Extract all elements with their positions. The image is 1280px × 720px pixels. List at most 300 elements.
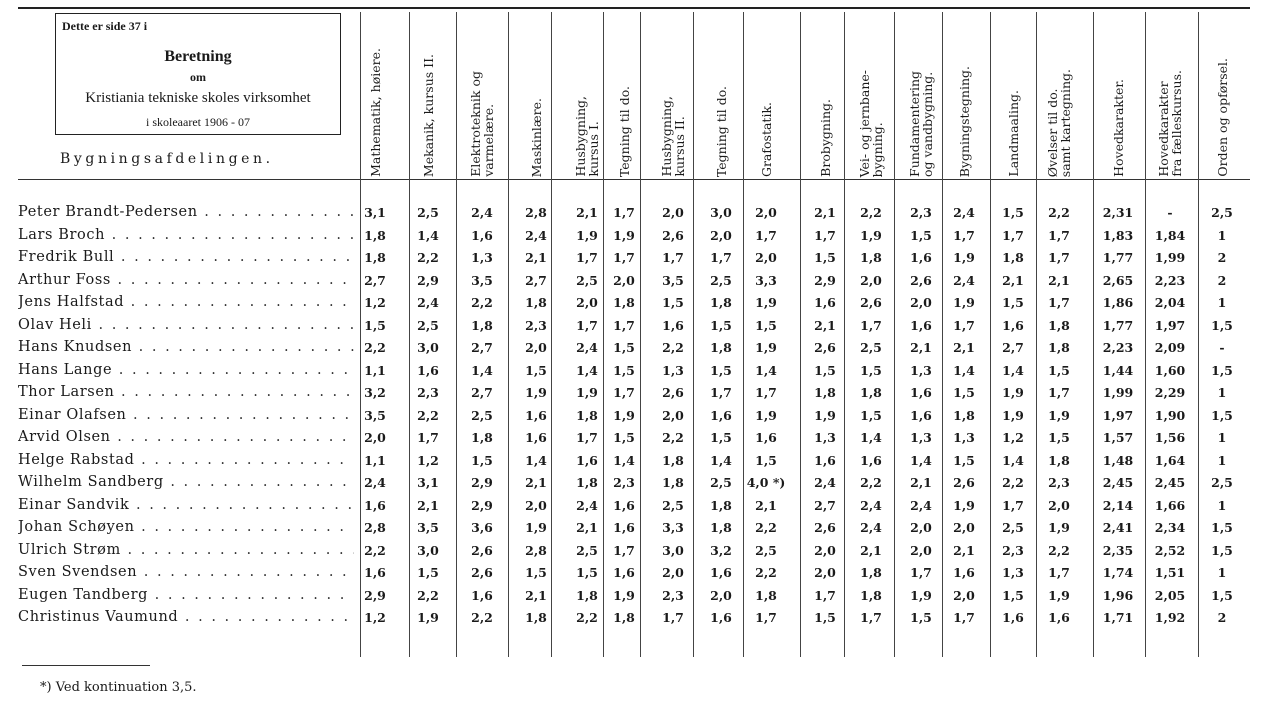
grade-cell: 1,5 [364, 317, 386, 333]
grade-cell: 1,4 [576, 362, 598, 378]
grade-cell: 2,1 [525, 587, 547, 603]
grade-cell: 2,2 [1002, 475, 1024, 490]
grade-cell: 1,6 [910, 385, 932, 400]
grade-cell: 1,6 [710, 407, 732, 423]
institution-name: Kristiania tekniske skoles virksomhet [85, 90, 311, 106]
grade-cell: 2,0 [576, 295, 598, 310]
grade-cell: 2 [1217, 272, 1227, 288]
column-divider [894, 12, 895, 657]
grade-cell: 1,6 [364, 565, 386, 580]
grade-cell: 2,52 [1154, 542, 1186, 558]
grade-cell: 1,5 [1048, 430, 1070, 445]
grade-cell: - [1219, 340, 1225, 355]
grade-cell: 1,5 [525, 362, 547, 378]
grade-cell: 2,0 [910, 542, 932, 558]
grade-cell: 1,5 [662, 295, 684, 310]
student-name: Hans Knudsen . . . [18, 339, 354, 355]
grade-cell: 1,7 [953, 610, 975, 625]
column-header-label: Elektroteknik og varmelære. [468, 71, 496, 177]
grade-cell: 1,9 [1048, 407, 1070, 423]
grade-cell: 2,6 [953, 475, 975, 490]
grade-cell: 2,7 [814, 497, 836, 513]
grade-cell: 2,7 [525, 272, 547, 288]
grade-cell: 2,6 [662, 385, 684, 400]
grade-cell: 1,8 [1048, 317, 1070, 333]
grade-cell: 1,7 [576, 317, 598, 333]
grade-cell: 2,4 [417, 295, 439, 310]
student-name: Sven Svendsen . . . [18, 564, 354, 580]
grade-cell: 1,7 [860, 317, 882, 333]
grade-cell: 2,0 [814, 542, 836, 558]
grade-cell: 1,6 [910, 407, 932, 423]
grade-cell: 2,0 [860, 272, 882, 288]
grade-cell: 2,1 [417, 497, 439, 513]
grade-cell: 2,1 [910, 340, 932, 355]
grade-cell: 2,3 [417, 385, 439, 400]
grade-cell: 3,5 [662, 272, 684, 288]
grade-cell: 2,3 [1048, 475, 1070, 490]
grade-cell: 2,1 [953, 340, 975, 355]
grade-cell: 1,7 [1048, 295, 1070, 310]
grade-cell: 3,1 [364, 205, 386, 220]
column-divider [551, 12, 552, 657]
grade-cell: 2,5 [662, 497, 684, 513]
grade-cell: 2,4 [576, 340, 598, 355]
grade-cell: 1 [1217, 452, 1227, 468]
grade-cell: 1,8 [860, 250, 882, 265]
grade-cell: 1,9 [755, 340, 777, 355]
grade-cell: 2,6 [471, 542, 493, 558]
column-header [899, 12, 943, 177]
grade-cell: 1,3 [814, 430, 836, 445]
grade-cell: 1,6 [953, 565, 975, 580]
grade-cell: 1,9 [1048, 520, 1070, 535]
grade-cell: 1,3 [910, 430, 932, 445]
grade-cell: 1,8 [860, 565, 882, 580]
grade-cell: 1,6 [710, 610, 732, 625]
header-rule [18, 179, 1250, 180]
grade-cell: 2,1 [576, 520, 598, 535]
grade-cell: 2,1 [814, 205, 836, 220]
grade-cell: 1,60 [1154, 362, 1186, 378]
grade-cell: 1,2 [417, 452, 439, 468]
grade-cell: 1,4 [860, 430, 882, 445]
grade-cell: 2,3 [525, 317, 547, 333]
grade-cell: 1,4 [910, 452, 932, 468]
grade-cell: 1,5 [1211, 362, 1233, 378]
grade-cell: 2 [1217, 610, 1227, 625]
grade-cell: 2,1 [814, 317, 836, 333]
grade-cell: 2,0 [755, 205, 777, 220]
column-divider [844, 12, 845, 657]
school-year: i skoleaaret 1906 - 07 [146, 115, 250, 129]
grade-cell: 3,0 [710, 205, 732, 220]
grade-cell: 2,0 [525, 497, 547, 513]
grade-cell: 1,99 [1102, 385, 1134, 400]
grade-cell: 1,48 [1102, 452, 1134, 468]
column-divider [409, 12, 410, 657]
column-divider [1093, 12, 1094, 657]
grade-cell: 1,1 [364, 362, 386, 378]
grade-cell: 1,7 [1048, 565, 1070, 580]
student-name: Fredrik Bull . . . [18, 249, 354, 265]
student-name: Einar Olafsen . . . [18, 407, 354, 423]
grade-cell: 1,6 [1002, 317, 1024, 333]
grade-cell: 1,7 [613, 317, 635, 333]
grade-cell: 1,9 [613, 407, 635, 423]
grade-cell: 2,09 [1154, 340, 1186, 355]
grade-cell: 1,7 [662, 250, 684, 265]
grade-cell: 1,7 [1002, 497, 1024, 513]
grade-cell: 2,9 [471, 497, 493, 513]
grade-cell: 1,5 [953, 385, 975, 400]
column-divider [942, 12, 943, 657]
report-title: Beretning [164, 48, 232, 65]
grade-cell: 1,8 [662, 475, 684, 490]
grade-cell: 2,34 [1154, 520, 1186, 535]
grade-cell: 2,9 [417, 272, 439, 288]
grade-cell: 1,97 [1154, 317, 1186, 333]
grade-cell: 1,8 [710, 497, 732, 513]
grade-cell: 1,3 [662, 362, 684, 378]
grade-cell: 1,7 [662, 610, 684, 625]
grade-cell: 1 [1217, 385, 1227, 400]
grade-cell: 1,3 [910, 362, 932, 378]
grade-cell: 2,7 [471, 385, 493, 400]
grade-cell: 1,7 [417, 430, 439, 445]
grade-cell: 1,8 [576, 407, 598, 423]
grade-cell: 1,8 [613, 295, 635, 310]
column-header-label: Vei- og jernbane- bygning. [857, 69, 885, 177]
grade-cell: 2,4 [953, 272, 975, 288]
grade-cell: 1,5 [953, 452, 975, 468]
column-header [744, 12, 788, 177]
grade-cell: 1,2 [1002, 430, 1024, 445]
column-header-label: Hovedkarakter fra fælleskursus. [1156, 70, 1184, 177]
grade-cell: 2,1 [953, 542, 975, 558]
column-header [1096, 12, 1140, 177]
grade-cell: 2,0 [662, 205, 684, 220]
grade-cell: 2,45 [1154, 475, 1186, 490]
grade-cell: 1,6 [662, 317, 684, 333]
grade-cell: 2,0 [613, 272, 635, 288]
grade-cell: 1,5 [814, 362, 836, 378]
grade-cell: 2,0 [525, 340, 547, 355]
student-name: Lars Broch . . . [18, 227, 354, 243]
grade-cell: 2,3 [662, 587, 684, 603]
column-divider [800, 12, 801, 657]
student-name: Helge Rabstad . . . [18, 452, 354, 468]
grade-cell: 2,5 [471, 407, 493, 423]
grade-cell: 1,77 [1102, 250, 1134, 265]
grade-cell: 1,5 [417, 565, 439, 580]
grade-cell: 2,4 [814, 475, 836, 490]
grade-cell: 2,2 [860, 475, 882, 490]
footnote-rule [22, 665, 150, 666]
grade-cell: 1,5 [814, 250, 836, 265]
grade-cell: 1,8 [525, 610, 547, 625]
grade-cell: 1,4 [1002, 362, 1024, 378]
grade-cell: 1 [1217, 295, 1227, 310]
grade-cell: 2,9 [364, 587, 386, 603]
grade-cell: 2,1 [1002, 272, 1024, 288]
grade-cell: 2,6 [910, 272, 932, 288]
grade-cell: 1,8 [525, 295, 547, 310]
column-header-label: Mekanik, kursus II. [420, 53, 436, 177]
grade-cell: 1,5 [910, 227, 932, 243]
grade-cell: 1,7 [1048, 227, 1070, 243]
column-header [699, 12, 743, 177]
grade-cell: 3,0 [662, 542, 684, 558]
grade-cell: 2,5 [860, 340, 882, 355]
column-divider [360, 12, 361, 657]
column-header-label: Øvelser til do. samt kartegning. [1045, 68, 1073, 177]
grade-cell: 3,0 [417, 542, 439, 558]
grade-cell: 1,9 [576, 227, 598, 243]
grade-cell: 2,4 [910, 497, 932, 513]
grade-cell: 1,71 [1102, 610, 1134, 625]
grade-cell: 1,8 [710, 520, 732, 535]
grade-cell: 1,9 [576, 385, 598, 400]
grade-cell: 2,6 [471, 565, 493, 580]
grade-cell: 4,0 *) [746, 475, 786, 490]
grade-cell: 1,8 [953, 407, 975, 423]
grade-cell: 1,3 [471, 250, 493, 265]
grade-cell: 3,2 [364, 385, 386, 400]
grade-cell: 1,8 [576, 475, 598, 490]
grade-cell: 1,2 [364, 295, 386, 310]
column-divider [1198, 12, 1199, 657]
grade-cell: 1,97 [1102, 407, 1134, 423]
grade-cell: 1,6 [576, 452, 598, 468]
grade-cell: 1,7 [576, 430, 598, 445]
student-name: Arthur Foss . . . [18, 272, 354, 288]
grade-cell: 1,4 [755, 362, 777, 378]
student-name: Einar Sandvik . . . [18, 497, 354, 513]
grade-cell: 1,9 [613, 227, 635, 243]
grade-cell: 1,5 [860, 407, 882, 423]
grade-cell: 1,9 [910, 587, 932, 603]
grade-cell: 1,51 [1154, 565, 1186, 580]
grade-cell: 1,3 [953, 430, 975, 445]
grade-cell: 2,2 [662, 430, 684, 445]
grade-cell: 2,35 [1102, 542, 1134, 558]
grade-cell: 2,0 [910, 295, 932, 310]
grade-cell: 1,3 [1002, 565, 1024, 580]
grade-cell: 2,5 [710, 475, 732, 490]
grade-cell: 2,65 [1102, 272, 1134, 288]
grade-cell: 2,1 [755, 497, 777, 513]
student-name: Johan Schøyen . . . [18, 519, 354, 535]
grade-cell: 1,7 [814, 227, 836, 243]
grade-cell: 1,8 [364, 227, 386, 243]
grade-cell: 2,6 [662, 227, 684, 243]
grade-cell: 2,2 [471, 295, 493, 310]
grade-cell: 1,5 [755, 452, 777, 468]
column-header-label: Maskinlære. [528, 97, 544, 177]
grade-cell: 1,5 [613, 362, 635, 378]
grade-cell: 1,9 [1002, 385, 1024, 400]
grade-cell: 1,8 [576, 587, 598, 603]
grade-cell: 1,4 [525, 452, 547, 468]
column-header [651, 12, 695, 177]
grade-cell: 3,5 [364, 407, 386, 423]
grade-cell: 2,2 [471, 610, 493, 625]
column-divider [1036, 12, 1037, 657]
grade-cell: 1,9 [814, 407, 836, 423]
grade-cell: 1,7 [1048, 385, 1070, 400]
student-name: Arvid Olsen . . . [18, 429, 354, 445]
grade-cell: 1,8 [860, 385, 882, 400]
grade-cell: 1,83 [1102, 227, 1134, 243]
grade-cell: 2,4 [860, 520, 882, 535]
grade-cell: 1,8 [755, 587, 777, 603]
column-header-label: Tegning til do. [616, 85, 632, 177]
grade-cell: 1,6 [755, 430, 777, 445]
column-divider [743, 12, 744, 657]
grade-cell: 2,2 [417, 587, 439, 603]
grade-cell: 1,86 [1102, 295, 1134, 310]
grade-cell: 2,6 [814, 520, 836, 535]
grade-cell: 1,7 [613, 205, 635, 220]
grade-cell: 1,92 [1154, 610, 1186, 625]
grade-cell: 2,2 [1048, 542, 1070, 558]
grade-cell: 1,7 [860, 610, 882, 625]
grade-cell: 3,1 [417, 475, 439, 490]
grade-cell: 2,4 [576, 497, 598, 513]
grade-cell: 1,7 [953, 227, 975, 243]
column-header-label: Orden og opførsel. [1214, 58, 1230, 177]
grade-cell: 2,0 [910, 520, 932, 535]
grade-cell: 3,6 [471, 520, 493, 535]
grade-cell: 2 [1217, 250, 1227, 265]
grade-cell: 1,4 [417, 227, 439, 243]
grade-cell: 1,99 [1154, 250, 1186, 265]
grade-cell: 2,5 [1211, 205, 1233, 220]
grade-cell: 2,0 [953, 587, 975, 603]
grade-cell: 1,6 [613, 497, 635, 513]
grade-cell: 1,7 [576, 250, 598, 265]
grade-cell: 1,9 [755, 407, 777, 423]
grade-cell: 1,7 [613, 542, 635, 558]
grade-cell: 1,6 [814, 295, 836, 310]
grade-cell: 2,0 [364, 430, 386, 445]
grade-cell: 1,9 [953, 497, 975, 513]
grade-cell: 1,4 [710, 452, 732, 468]
grade-cell: 2,5 [576, 272, 598, 288]
grade-cell: 2,3 [613, 475, 635, 490]
column-header [1200, 12, 1244, 177]
grade-cell: 2,2 [755, 520, 777, 535]
column-divider [508, 12, 509, 657]
column-header-label: Husbygning, kursus II. [659, 96, 687, 177]
grade-cell: 1 [1217, 565, 1227, 580]
grade-cell: 2,7 [364, 272, 386, 288]
grade-cell: 1,7 [710, 250, 732, 265]
grade-cell: 1,6 [613, 520, 635, 535]
grade-cell: 1,7 [755, 385, 777, 400]
student-name: Olav Heli . . . [18, 317, 354, 333]
student-name: Eugen Tandberg . . . [18, 587, 354, 603]
grade-cell: 1,9 [525, 385, 547, 400]
column-header-label: Landmaaling. [1005, 90, 1021, 177]
grade-cell: 2,3 [1002, 542, 1024, 558]
grade-cell: 2,1 [910, 475, 932, 490]
column-header-label: Tegning til do. [713, 85, 729, 177]
grade-cell: 2,2 [576, 610, 598, 625]
grade-cell: 2,5 [417, 205, 439, 220]
grade-cell: 2,45 [1102, 475, 1134, 490]
grade-cell: 1,6 [710, 565, 732, 580]
column-header-label: Bygningstegning. [956, 65, 972, 177]
grade-cell: 2,4 [953, 205, 975, 220]
grade-cell: 1,9 [525, 520, 547, 535]
column-header [803, 12, 847, 177]
grade-cell: 2,0 [953, 520, 975, 535]
column-divider [693, 12, 694, 657]
department-heading: Bygningsafdelingen. [60, 151, 274, 167]
grade-cell: 1,7 [710, 385, 732, 400]
grade-cell: 2,0 [814, 565, 836, 580]
grade-cell: 2,7 [471, 340, 493, 355]
grade-cell: 2,5 [417, 317, 439, 333]
grade-cell: 2,9 [471, 475, 493, 490]
column-header [1037, 12, 1081, 177]
grade-cell: 1 [1217, 430, 1227, 445]
grade-cell: 2,2 [1048, 205, 1070, 220]
grade-cell: 1,5 [1211, 520, 1233, 535]
grade-cell: 1,6 [814, 452, 836, 468]
grade-cell: 1 [1217, 227, 1227, 243]
grade-cell: 1,6 [471, 587, 493, 603]
grade-cell: 3,3 [755, 272, 777, 288]
column-header [991, 12, 1035, 177]
footnote: *) Ved kontinuation 3,5. [40, 680, 197, 695]
student-name: Christinus Vaumund . . . [18, 609, 354, 625]
grade-cell: 1,74 [1102, 565, 1134, 580]
grade-cell: 1,9 [613, 587, 635, 603]
grade-cell: 2,2 [860, 205, 882, 220]
grade-cell: 1,8 [471, 430, 493, 445]
column-header-label: Fundamentering og vandbygning. [907, 71, 935, 177]
grade-cell: 1,5 [1211, 407, 1233, 423]
grade-cell: 2,1 [576, 205, 598, 220]
grade-cell: 2,14 [1102, 497, 1134, 513]
grade-cell: 1,7 [1002, 227, 1024, 243]
column-divider [640, 12, 641, 657]
grade-cell: 1,9 [953, 295, 975, 310]
grade-cell: 1,1 [364, 452, 386, 468]
grade-cell: 2,2 [755, 565, 777, 580]
grade-cell: 1,6 [1002, 610, 1024, 625]
grade-cell: 1,5 [814, 610, 836, 625]
grade-cell: 1,6 [1048, 610, 1070, 625]
column-divider [456, 12, 457, 657]
student-name: Wilhelm Sandberg . . . [18, 474, 354, 490]
grade-cell: 1,8 [1048, 452, 1070, 468]
grade-cell: 1,9 [1002, 407, 1024, 423]
student-name: Ulrich Strøm . . . [18, 542, 354, 558]
student-name: Peter Brandt-Pedersen . . . [18, 204, 354, 220]
column-header-label: Hovedkarakter. [1110, 79, 1126, 177]
grade-cell: 1,4 [1002, 452, 1024, 468]
column-divider [603, 12, 604, 657]
grade-cell: 1,5 [525, 565, 547, 580]
grade-cell: 1,9 [953, 250, 975, 265]
grade-cell: 1,44 [1102, 362, 1134, 378]
grade-cell: 1,9 [417, 610, 439, 625]
grade-cell: 2,0 [662, 565, 684, 580]
